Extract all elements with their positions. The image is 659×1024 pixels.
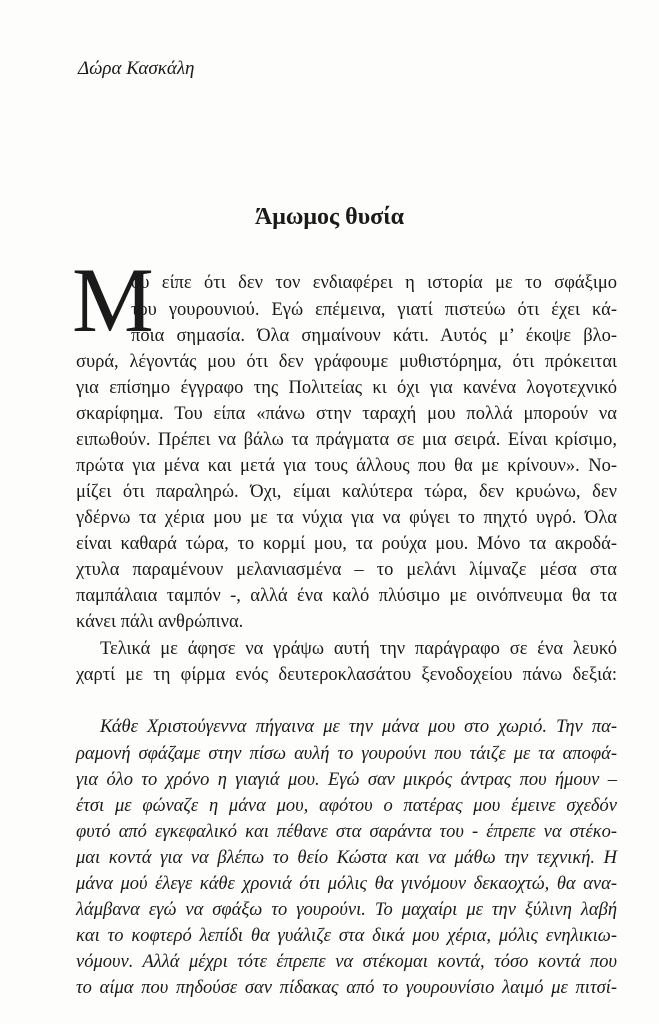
text-line: σκαρίφημα. Του είπα «πάνω στην ταραχή μου πολλά μπορούν να [76,404,617,424]
text-line: έτσι με φώναζε η μάνα μου, αφότου ο πατέρας μου έμεινε σχεδόν [76,796,617,816]
text-line: του γουρουνιού. Εγώ επέμεινα, γιατί πιστεύω ότι έχει κά- [131,300,617,320]
text-line: νόμουν. Αλλά μέχρι τότε έπρεπε να στέκομαι κοντά, τόσο κοντά που [76,952,617,972]
text-line: ποια σημασία. Όλα σημαίνουν κάτι. Αυτός μ’ έκοψε βλο- [131,326,617,346]
text-line: συρά, λέγοντάς μου ότι δεν γράφουμε μυθιστόρημα, ότι πρόκειται [76,352,617,372]
text-line: Κάθε Χριστούγεννα πήγαινα με την μάνα μου στο χωριό. Την πα- [100,717,617,737]
text-line: για όλο το χρόνο η γιαγιά μου. Εγώ σαν μικρός άντρας που ήμουν – [76,770,617,790]
text-line: λάμβανα εγώ να σφάξω το γουρούνι. Το μαχαίρι με την ξύλινη λαβή [76,900,617,920]
text-line: ου είπε ότι δεν τον ενδιαφέρει η ιστορία με το σφάξιμο [131,273,617,293]
text-line: Τελικά με άφησε να γράψω αυτή την παράγραφο σε ένα λευκό [100,639,617,659]
text-line: το αίμα που πηδούσε σαν πίδακας από το γουρουνίσιο λαιμό με πιτσί- [76,978,617,998]
drop-cap: Μ [72,249,154,351]
running-header-author: Δώρα Κασκάλη [78,58,195,79]
text-line: κάνει πάλι ανθρώπινα. [76,612,244,632]
text-line: πρώτα για μένα και μετά για τους άλλους που θα με κρίνουν». Νο- [76,456,617,476]
text-line: φυτό από εγκεφαλικό και πέθανε στα σαράντα του - έπρεπε να στέκο- [76,822,617,842]
text-line: μάνα μού έλεγε κάθε χρονιά ότι μόλις θα γινόμουν δεκαοχτώ, θα ανα- [76,874,617,894]
text-line: χαρτί με τη φίρμα ενός δευτεροκλασάτου ξενοδοχείου πάνω δεξιά: [76,665,617,685]
text-line: χτυλα παραμένουν μελανιασμένα – το μελάνι λίμναζε μέσα στα [76,560,617,580]
text-line: ειπωθούν. Πρέπει να βάλω τα πράγματα σε μια σειρά. Είναι κρίσιμο, [76,430,617,450]
text-line: ραμονή σφάζαμε στην πίσω αυλή το γουρούνι που τάιζε με τα αποφά- [76,744,617,764]
text-line: γδέρνω τα χέρια μου με τα νύχια για να φύγει το πηχτό υγρό. Όλα [76,508,617,528]
text-line: παμπάλαια ταμπόν -, αλλά ένα καλό πλύσιμο με οινόπνευμα θα τα [76,586,617,606]
text-line: είναι καθαρά τώρα, το κορμί μου, τα ρούχα μου. Μόνο τα ακροδά- [76,534,617,554]
text-line: και το κοφτερό λεπίδι θα γυάλιζε στα δικά μου χέρια, μόλις ενηλικιω- [76,926,617,946]
text-line: για επίσημο έγγραφο της Πολιτείας κι όχι για κανένα λογοτεχνικό [76,378,617,398]
story-title: Άμωμος θυσία [254,204,405,230]
text-line: μίζει ότι παραληρώ. Όχι, είμαι καλύτερα τώρα, δεν κρυώνω, δεν [76,482,617,502]
text-line: μαι κοντά για να βλέπω το θείο Κώστα και να μάθω την τεχνική. Η [76,848,617,868]
